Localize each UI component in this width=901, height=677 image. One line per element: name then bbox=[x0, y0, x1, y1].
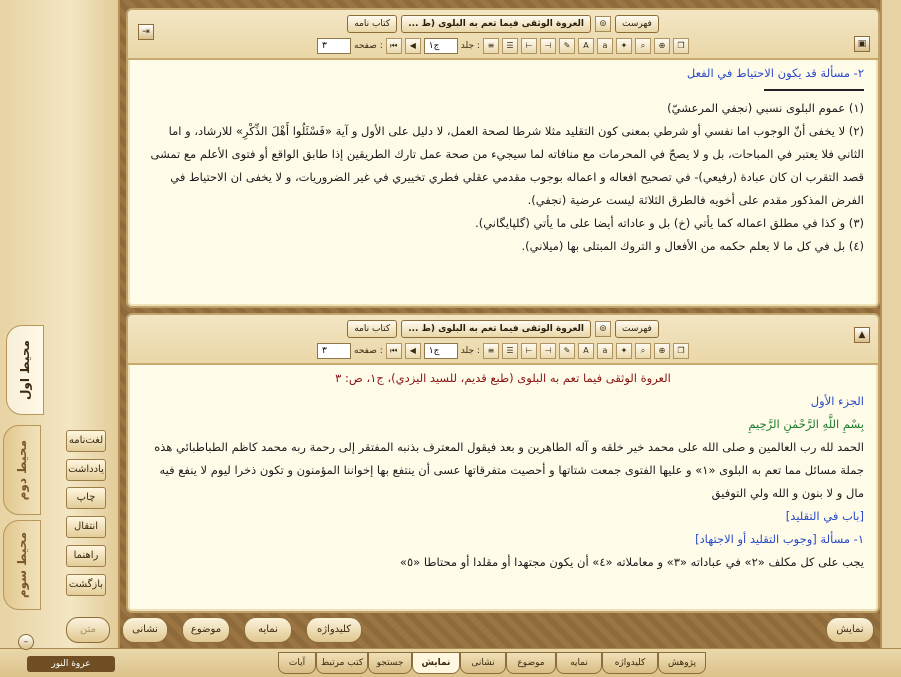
notes-button[interactable]: يادداشت bbox=[66, 459, 106, 481]
print-button[interactable]: چاپ bbox=[66, 487, 106, 509]
bookmark-icon[interactable]: ✦ bbox=[616, 38, 632, 54]
bottom-pane-text bbox=[136, 367, 870, 605]
tab-env-2-label: محيط دوم bbox=[15, 439, 29, 501]
source-reference: العروة الوثقى فيما تعم به البلوى (طبع قديم، للسيد اليزدي)، ج١، ص: ٣ bbox=[335, 371, 671, 385]
bottom-volume-select[interactable]: ج١ bbox=[424, 343, 458, 359]
minimize-icon[interactable]: – bbox=[18, 634, 34, 650]
copy-icon[interactable]: ❐ bbox=[673, 38, 689, 54]
find-icon[interactable]: ⌕ bbox=[635, 343, 651, 359]
top-bookinfo-button[interactable]: كتاب نامه bbox=[347, 15, 397, 33]
list-icon[interactable]: ≡ bbox=[483, 343, 499, 359]
top-pane-header bbox=[128, 10, 878, 60]
bottom-tab-search[interactable]: جستجو bbox=[368, 652, 412, 674]
menu-icon[interactable]: ☰ bbox=[502, 38, 518, 54]
footnote-2: (٢) لا يخفى أنّ الوجوب اما نفسي أو شرطي بمعنى كون التقليد مثلا شرطا لصحة العمل، لا دليل على الأول و آية «فَسْئَلُوا أَهْلَ الذِّكْرِ» للارشاد، و اما الثاني فلا يعتبر في المباحات، بل و لا يصحّ في المحرمات مع منافاته لما سيجيء من صحة عمل تارك الطريقين إذا طابق الواقع أو فتوى الأعلم مع تمشى قصد التقرب ان كان عبادة (رفيعي)- في تصحيح افعاله و اعماله بوجوب مقدمي عقلي فطري تخييري في غير الضروريات، و لا يخفى ان الاحتياط في الفرض المذكور مقدم على أخويه فالطرق الثلاثة ليست عرضية (نجفي). bbox=[150, 124, 864, 207]
menu-icon[interactable]: ☰ bbox=[502, 343, 518, 359]
bottom-tab-display[interactable]: نمايش bbox=[412, 652, 460, 674]
footnote-1: (١) عموم البلوى نسبي (نجفي المرعشيّ) bbox=[667, 101, 864, 115]
bottom-pane bbox=[126, 313, 880, 613]
basmala: بِسْمِ اللَّهِ الرَّحْمٰنِ الرَّحِيمِ bbox=[748, 417, 864, 431]
bookmark-icon[interactable]: ✦ bbox=[616, 343, 632, 359]
indent-icon[interactable]: ⊣ bbox=[540, 38, 556, 54]
issue-title: ١- مسألة [وجوب التقليد أو الاجتهاد] bbox=[695, 532, 864, 546]
top-pane bbox=[126, 8, 880, 308]
bottom-tab-related-books[interactable]: كتب مرتبط bbox=[316, 652, 368, 674]
footnote-4: (٤) بل في كل ما لا يعلم حكمه من الأفعال و التروك المبتلى بها (ميلاني). bbox=[521, 239, 864, 253]
font-down-icon[interactable]: a bbox=[597, 343, 613, 359]
bottom-tab-subject[interactable]: موضوع bbox=[506, 652, 556, 674]
zoom-icon[interactable]: ⊕ bbox=[654, 343, 670, 359]
tab-env-1-label: محيط اول bbox=[18, 340, 32, 400]
top-page-label: صفحه : bbox=[354, 41, 383, 51]
bottom-tab-address[interactable]: نشانی bbox=[460, 652, 506, 674]
binoculars-icon[interactable]: ⊚ bbox=[595, 16, 611, 32]
tab-env-3-label: محيط سوم bbox=[15, 531, 29, 599]
font-up-icon[interactable]: A bbox=[578, 343, 594, 359]
text-button[interactable]: متن bbox=[66, 617, 110, 643]
dictionary-button[interactable]: لغت‌نامه bbox=[66, 430, 106, 452]
find-icon[interactable]: ⌕ bbox=[635, 38, 651, 54]
list-icon[interactable]: ≡ bbox=[483, 38, 499, 54]
tab-env-2[interactable] bbox=[3, 425, 41, 515]
top-pane-navbar bbox=[168, 14, 838, 34]
bottom-tab-verses[interactable]: آيات bbox=[278, 652, 316, 674]
top-volume-select[interactable]: ج١ bbox=[424, 38, 458, 54]
bottom-page-label: صفحه : bbox=[354, 346, 383, 356]
index-button[interactable]: نمايه bbox=[244, 617, 292, 643]
right-edge bbox=[880, 0, 901, 676]
separator bbox=[764, 89, 864, 91]
bottom-tab-research[interactable]: پژوهش bbox=[658, 652, 706, 674]
bottom-page-input[interactable]: ٣ bbox=[317, 343, 351, 359]
top-book-title-button[interactable]: العروة الوثقى فيما تعم به البلوى (ط ... bbox=[401, 15, 591, 33]
top-heading: ٢- مسألة قد يكون الاحتياط في الفعل bbox=[686, 66, 864, 80]
binoculars-icon[interactable]: ⊚ bbox=[595, 321, 611, 337]
tab-env-1[interactable] bbox=[6, 325, 44, 415]
bottom-bookinfo-button[interactable]: كتاب نامه bbox=[347, 320, 397, 338]
prev-page-icon[interactable]: ◀ bbox=[405, 38, 421, 54]
bottom-volume-label: جلد : bbox=[460, 346, 480, 356]
bottom-pane-header bbox=[128, 315, 878, 365]
intro-paragraph: الحمد لله رب العالمين و صلى الله على محمد خير خلقه و آله الطاهرين و بعد فيقول المعترف بذنبه المفتقر إلى رحمة ربه محمد كاظم الطباطبائي هذه جملة مسائل مما تعم به البلوى «١» و عليها الفتوى جمعت شتاتها و أحصيت متفرقاتها عسى أن ينتفع بها إخواننا المؤمنون و تكون ذخرا ليوم لا ينفع فيه مال و لا بنون و الله ولي التوفيق bbox=[154, 440, 864, 500]
align-icon[interactable]: ⊢ bbox=[521, 343, 537, 359]
footnote-3: (٣) و كذا في مطلق اعماله كما يأتي (خ) بل و عاداته أيضا على ما يأتي (گلپايگاني). bbox=[475, 216, 864, 230]
address-button[interactable]: نشانی bbox=[122, 617, 168, 643]
display-button[interactable]: نمايش bbox=[826, 617, 874, 643]
font-down-icon[interactable]: a bbox=[597, 38, 613, 54]
keyword-button[interactable]: کليدواژه bbox=[306, 617, 362, 643]
tab-env-3[interactable] bbox=[3, 520, 41, 610]
font-up-icon[interactable]: A bbox=[578, 38, 594, 54]
top-page-input[interactable]: ٣ bbox=[317, 38, 351, 54]
back-button[interactable]: بازگشت bbox=[66, 574, 106, 596]
bottom-tab-keyword[interactable]: كليدواژه bbox=[602, 652, 658, 674]
top-pane-toolbar bbox=[248, 37, 758, 55]
zoom-icon[interactable]: ⊕ bbox=[654, 38, 670, 54]
highlight-icon[interactable]: ✎ bbox=[559, 343, 575, 359]
top-index-button[interactable]: فهرست bbox=[615, 15, 659, 33]
bottom-pane-toolbar bbox=[248, 342, 758, 360]
prev-page-icon[interactable]: ◀ bbox=[405, 343, 421, 359]
highlight-icon[interactable]: ✎ bbox=[559, 38, 575, 54]
bottom-index-button[interactable]: فهرست bbox=[615, 320, 659, 338]
transfer-button[interactable]: انتقال bbox=[66, 516, 106, 538]
ruling-text: يجب على كل مكلف «٢» في عباداته «٣» و معاملاته «٤» أن يكون مجتهدا أو مقلدا أو محتاطا «٥» bbox=[399, 555, 864, 569]
first-page-icon[interactable]: ⏮ bbox=[386, 38, 402, 54]
top-pane-text bbox=[136, 62, 870, 300]
first-page-icon[interactable]: ⏮ bbox=[386, 343, 402, 359]
bottom-tab-index[interactable]: نمايه bbox=[556, 652, 602, 674]
bottom-book-title-button[interactable]: العروة الوثقى فيما تعم به البلوى (ط ... bbox=[401, 320, 591, 338]
chapter-title: [باب في التقليد] bbox=[785, 509, 864, 523]
bottom-pane-navbar bbox=[168, 319, 838, 339]
top-pane-corner-left-button[interactable]: ⇥ bbox=[138, 24, 154, 40]
bottom-pane-up-icon[interactable]: ▲ bbox=[854, 327, 870, 343]
part-title: الجزء الأول bbox=[810, 394, 864, 408]
help-button[interactable]: راهنما bbox=[66, 545, 106, 567]
indent-icon[interactable]: ⊣ bbox=[540, 343, 556, 359]
app-logo: عروة النور bbox=[27, 656, 115, 672]
copy-icon[interactable]: ❐ bbox=[673, 343, 689, 359]
top-pane-maximize-icon[interactable]: ▣ bbox=[854, 36, 870, 52]
top-volume-label: جلد : bbox=[460, 41, 480, 51]
align-icon[interactable]: ⊢ bbox=[521, 38, 537, 54]
subject-button[interactable]: موضوع bbox=[182, 617, 230, 643]
